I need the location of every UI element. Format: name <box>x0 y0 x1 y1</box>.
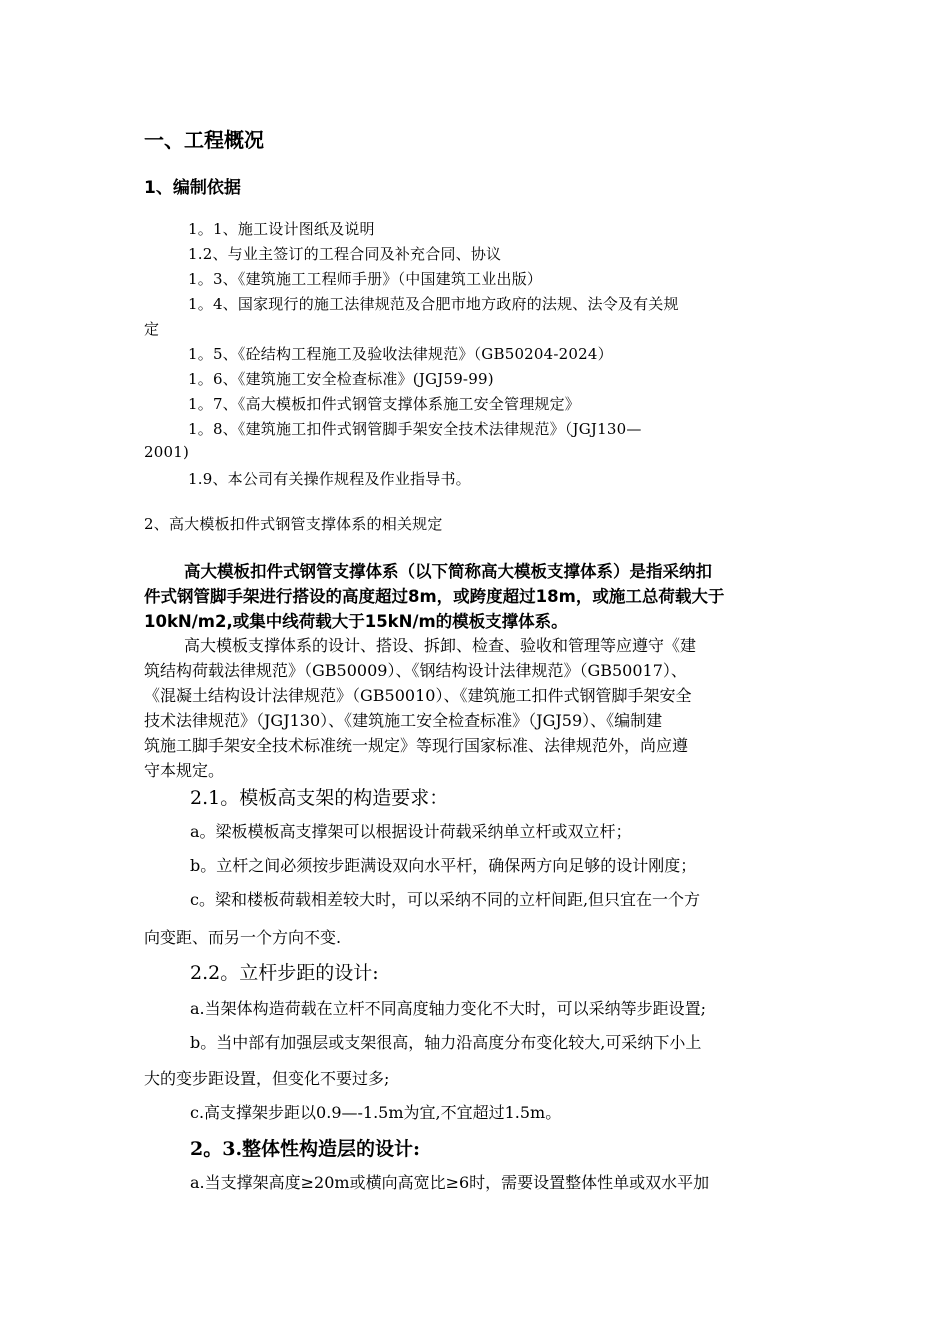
paragraph-line: 《混凝土结构设计法律规范》（GB50010）、《建筑施工扣件式钢管脚手架安全 <box>144 686 692 705</box>
paragraph-line: 高大模板支撑体系的设计、搭设、拆卸、检查、验收和管理等应遵守《建 <box>184 636 697 655</box>
bold-paragraph-line: 高大模板扣件式钢管支撑体系（以下简称高大模板支撑体系）是指采纳扣 <box>184 562 712 581</box>
body-line: b。当中部有加强层或支架很高，轴力沿高度分布变化较大,可采纳下小上 <box>190 1033 702 1052</box>
paragraph-line: 筑施工脚手架安全技术标准统一规定》等现行国家标准、法律规范外，尚应遵 <box>144 736 689 755</box>
main-heading: 一、工程概况 <box>144 128 264 152</box>
list-item-continuation: 定 <box>144 320 160 338</box>
paragraph-line: 守本规定。 <box>144 761 225 780</box>
bold-paragraph-line: 10kN/m2,或集中线荷载大于15kN/m的模板支撑体系。 <box>144 612 568 631</box>
body-line: b。立杆之间必须按步距满设双向水平杆，确保两方向足够的设计刚度； <box>190 856 697 875</box>
section-1-title: 1、编制依据 <box>144 178 241 198</box>
body-line: a.当支撑架高度≥20m或横向高宽比≥6时，需要设置整体性单或双水平加 <box>190 1173 710 1192</box>
list-item: 1。5、《砼结构工程施工及验收法律规范》（GB50204-2024） <box>188 345 613 363</box>
body-line: 向变距、而另一个方向不变. <box>144 928 342 947</box>
body-line: a.当架体构造荷载在立杆不同高度轴力变化不大时，可以采纳等步距设置; <box>190 999 707 1018</box>
bold-paragraph-line: 件式钢管脚手架进行搭设的高度超过8m，或跨度超过18m，或施工总荷载大于 <box>144 587 725 606</box>
list-item: 1.9、本公司有关操作规程及作业指导书。 <box>188 470 471 488</box>
body-line: c。梁和楼板荷载相差较大时，可以采纳不同的立杆间距,但只宜在一个方 <box>190 890 701 909</box>
subsection-2-2-title: 2.2。立杆步距的设计: <box>190 962 379 984</box>
body-line: c.高支撑架步距以0.9—-1.5m为宜,不宜超过1.5m。 <box>190 1103 562 1122</box>
list-item: 1。3、《建筑施工工程师手册》（中国建筑工业出版） <box>188 270 543 288</box>
list-item: 1。4、国家现行的施工法律规范及合肥市地方政府的法规、法令及有关规 <box>188 295 679 313</box>
subsection-2-1-title: 2.1。模板高支架的构造要求： <box>190 787 449 809</box>
list-item: 1。7、《高大模板扣件式钢管支撑体系施工安全管理规定》 <box>188 395 580 413</box>
list-item: 1。6、《建筑施工安全检查标准》(JGJ59-99) <box>188 370 494 388</box>
paragraph-line: 筑结构荷载法律规范》（GB50009）、《钢结构设计法律规范》（GB50017）、 <box>144 661 687 680</box>
list-item: 1.2、与业主签订的工程合同及补充合同、协议 <box>188 245 502 263</box>
list-item: 1。8、《建筑施工扣件式钢管脚手架安全技术法律规范》（JGJ130— <box>188 420 642 438</box>
subsection-2-3-title: 2。3.整体性构造层的设计: <box>190 1138 421 1160</box>
list-item-continuation: 2001) <box>144 443 190 461</box>
paragraph-line: 技术法律规范》（JGJ130）、《建筑施工安全检查标准》（JGJ59）、《编制建 <box>144 711 663 730</box>
body-line: 大的变步距设置，但变化不要过多; <box>144 1069 390 1088</box>
section-2-title: 2、高大模板扣件式钢管支撑体系的相关规定 <box>144 515 443 533</box>
body-line: a。梁板模板高支撑架可以根据设计荷载采纳单立杆或双立杆； <box>190 822 632 841</box>
list-item: 1。1、施工设计图纸及说明 <box>188 220 375 238</box>
